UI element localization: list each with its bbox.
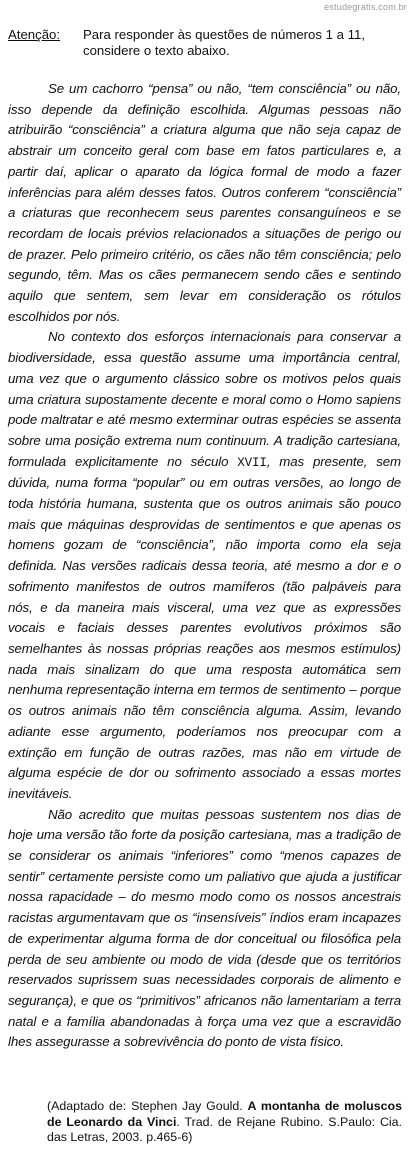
paragraph-1-text: Se um cachorro “pensa” ou não, “tem consciência” ou não, isso depende da definição escolhida. Algumas pessoas não atribuirão “consciência” a criatura alguma que não seja capaz de abstrair um conceito geral com base em fatos particulares e, a partir daí, aplicar o aparato da lógica formal de modo a fazer inferências para além desses fatos. Outros conferem “consciência” a criaturas que reconhecem seus parentes consanguíneos e se recordam de locais prévios relacionados a situações de perigo ou de prazer. Pelo primeiro critério, os cães não têm consciência; pelo segundo, têm. Mas os cães permanecem sendo cães e sentindo aquilo que sentem, sem levar em consideração os rótulos escolhidos por nós. bbox=[8, 81, 401, 324]
century-numeral: XVII bbox=[237, 455, 267, 470]
paragraph-1 bbox=[8, 79, 401, 327]
paragraph-3 bbox=[8, 805, 401, 1053]
source-suffix: . Trad. de Rejane Rubino. S.Paulo: Cia. das Letras, 2003. p.465-6) bbox=[47, 1114, 402, 1144]
source-book-title: A montanha de moluscos de Leonardo da Vinci bbox=[47, 1099, 402, 1129]
attention-header bbox=[8, 27, 406, 59]
paragraph-2-text-a: No contexto dos esforços internacionais para conservar a biodiversidade, essa questão assume uma importância central, uma vez que o argumento clássico sobre os motivos pelos quais uma criatura supostamente decente e moral como o Homo sapiens pode maltratar e até mesmo exterminar outras espécies se assenta sobre uma posição extrema num continuum. A tradição cartesiana, formulada explicitamente no século bbox=[8, 329, 401, 469]
site-watermark: estudegratis.com.br bbox=[324, 2, 407, 12]
passage-text bbox=[8, 79, 401, 1053]
attention-label: Atenção: bbox=[8, 27, 61, 42]
paragraph-3-text: Não acredito que muitas pessoas sustentem nos dias de hoje uma versão tão forte da posição cartesiana, mas a tradição de se considerar os animais “inferiores” como “menos capazes de sentir” certamente persiste como um paliativo que ajuda a justificar nossa rapacidade – do mesmo modo como os nossos ancestrais racistas argumentavam que os “insensíveis” índios eram incapazes de experimentar alguma forma de dor conceitual ou filosófica pela perda de seu ambiente ou modo de vida (desde que os territórios reservados suprissem suas necessidades corporais de alimento e segurança), e que os “primitivos” africanos não lamentariam a terra natal e a família abandonadas à força uma vez que a escravidão lhes assegurasse a sobrevivência do ponto de vista físico. bbox=[8, 806, 401, 1050]
paragraph-2 bbox=[8, 327, 401, 804]
paragraph-2-text-b: , mas presente, sem dúvida, numa forma “popular” ou em outras versões, ao longo de toda história humana, sustenta que os outros animais são pouco mais que máquinas desprovidas de sentimentos e que apenas os homens gozam de “consciência”, não importa como ela seja definida. Nas versões radicais dessa teoria, até mesmo a dor e o sofrimento manifestos de outros mamíferos (tão palpáveis para nós, e da maneira mais visceral, uma vez que as expressões vocais e faciais desses parentes evolutivos próximos são semelhantes às nossas próprias reações aos mesmos estímulos) nada mais sinalizam do que uma resposta automática sem nenhuma representação interna em termos de sentimento – porque os outros animais não têm consciência alguma. Assim, levando adiante esse argumento, poderíamos nos preocupar com a extinção em função de outras razões, mas não em virtude de alguma espécie de dor ou sofrimento associado a essas mortes inevitáveis. bbox=[8, 453, 401, 801]
source-citation bbox=[47, 1099, 402, 1146]
attention-instruction: Para responder às questões de números 1 a 11, considere o texto abaixo. bbox=[83, 27, 365, 58]
source-prefix: (Adaptado de: Stephen Jay Gould. bbox=[47, 1099, 248, 1113]
